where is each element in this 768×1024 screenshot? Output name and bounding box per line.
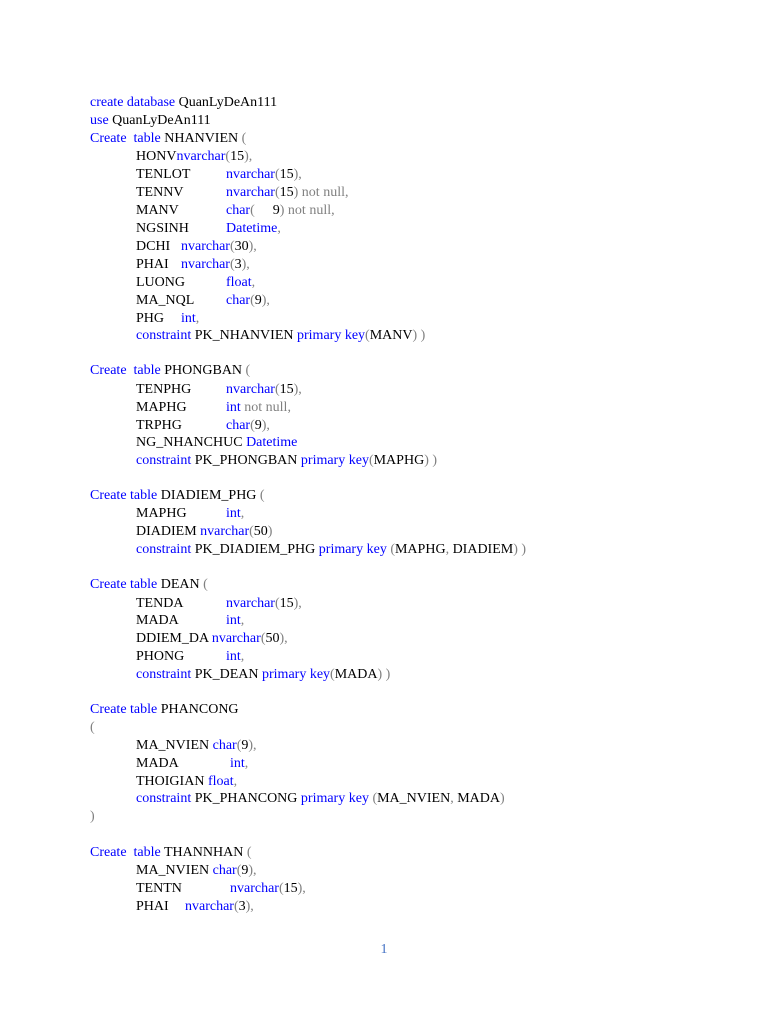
sql-keyword: primary key (318, 542, 391, 557)
sql-punctuation: , (244, 756, 249, 771)
sql-keyword: use (90, 113, 113, 128)
sql-keyword: nvarchar (226, 596, 275, 611)
sql-punctuation: ) (500, 791, 505, 806)
sql-identifier: 9 (254, 418, 262, 433)
column-type (181, 238, 257, 255)
sql-identifier: QuanLyDeAn111 (112, 113, 211, 128)
sql-punctuation: , (445, 542, 453, 557)
code-line (90, 808, 95, 825)
sql-identifier: MAPHG (136, 506, 187, 521)
sql-punctuation: ( (330, 667, 335, 682)
sql-keyword: nvarchar (200, 524, 250, 539)
column-type (226, 399, 291, 416)
sql-identifier: 9 (272, 203, 280, 218)
column-type (226, 612, 244, 629)
sql-punctuation: , (277, 221, 281, 236)
sql-punctuation: ( (236, 738, 242, 753)
code-line (136, 238, 257, 255)
code-line (90, 719, 95, 736)
code-line (136, 220, 281, 237)
sql-punctuation: ), (245, 899, 254, 914)
sql-identifier: MAPHG (394, 542, 446, 557)
sql-punctuation: ( (229, 239, 235, 254)
sql-identifier: THOIGIAN (136, 774, 208, 789)
code-line (136, 737, 257, 754)
code-line (90, 94, 277, 111)
sql-punctuation: ( (274, 382, 280, 397)
sql-identifier: PK_PHONGBAN (194, 453, 301, 468)
sql-punctuation: , (233, 774, 238, 789)
sql-punctuation: ( (259, 488, 265, 503)
sql-identifier: 15 (279, 167, 294, 182)
sql-keyword: nvarchar (226, 185, 275, 200)
code-line (136, 434, 297, 451)
sql-punctuation: ( (246, 845, 252, 860)
sql-keyword: Create table (90, 363, 165, 378)
sql-identifier: MA_NVIEN (136, 738, 213, 753)
sql-keyword: Create table (90, 488, 161, 503)
sql-punctuation: ( (250, 293, 255, 308)
sql-identifier: PK_DIADIEM_PHG (194, 542, 319, 557)
code-line (136, 148, 252, 165)
sql-identifier: 15 (279, 185, 294, 200)
sql-keyword: primary key (300, 453, 369, 468)
sql-keyword: constraint (136, 328, 195, 343)
sql-punctuation: ), (297, 881, 306, 896)
sql-punctuation: ( (372, 791, 378, 806)
sql-identifier: THANNHAN (164, 845, 247, 860)
sql-keyword: Create table (90, 702, 161, 717)
sql-punctuation: ), (248, 738, 257, 753)
code-line (136, 612, 245, 629)
sql-keyword: int (181, 311, 196, 326)
sql-identifier: DIADIEM (452, 542, 514, 557)
column-type (226, 381, 302, 398)
sql-identifier: 9 (241, 738, 249, 753)
sql-punctuation: ) (90, 809, 95, 824)
sql-identifier: QuanLyDeAn111 (178, 95, 278, 110)
code-line (136, 166, 302, 183)
sql-keyword: nvarchar (230, 881, 279, 896)
sql-punctuation: ) ) (513, 542, 527, 557)
sql-keyword: nvarchar (176, 149, 226, 164)
code-line (136, 399, 291, 416)
sql-punctuation: ( (229, 257, 235, 272)
sql-keyword: constraint (136, 791, 195, 806)
code-line (90, 844, 252, 861)
sql-keyword: float (207, 774, 234, 789)
sql-identifier: PK_DEAN (194, 667, 262, 682)
sql-keyword: primary key (297, 328, 366, 343)
sql-punctuation: , (450, 791, 458, 806)
code-line (136, 595, 302, 612)
code-line (136, 862, 257, 879)
sql-punctuation: ) ) (377, 667, 391, 682)
sql-punctuation: ), (244, 149, 253, 164)
sql-keyword: constraint (136, 667, 195, 682)
sql-identifier: 50 (253, 524, 268, 539)
sql-punctuation: , (195, 311, 200, 326)
sql-punctuation: ) ) (424, 453, 438, 468)
code-line (136, 452, 437, 469)
sql-punctuation: ) ) (412, 328, 426, 343)
sql-identifier: DIADIEM (136, 524, 201, 539)
sql-punctuation: ( (249, 524, 254, 539)
code-line (90, 112, 211, 129)
sql-punctuation: ( (368, 453, 374, 468)
code-line (90, 576, 208, 593)
code-line (90, 130, 246, 147)
sql-punctuation: ( (274, 185, 280, 200)
sql-punctuation: ( (233, 899, 239, 914)
sql-punctuation: ( (90, 720, 95, 735)
sql-identifier: DCHI (136, 239, 171, 254)
column-type (226, 184, 348, 201)
sql-identifier: 9 (254, 293, 262, 308)
sql-punctuation: , (251, 275, 256, 290)
sql-identifier: DDIEM_DA (136, 631, 212, 646)
sql-identifier: DIADIEM_PHG (160, 488, 260, 503)
column-type (226, 274, 255, 291)
sql-punctuation: ( (274, 596, 280, 611)
sql-identifier: TENDA (136, 596, 184, 611)
column-type (226, 417, 270, 434)
sql-keyword: nvarchar (185, 899, 234, 914)
sql-keyword: char (226, 418, 251, 433)
sql-identifier: TENLOT (136, 167, 191, 182)
code-line (136, 274, 256, 291)
column-type (230, 755, 248, 772)
sql-identifier: TENPHG (136, 382, 192, 397)
sql-identifier: PHG (136, 311, 165, 326)
sql-punctuation: ( (260, 631, 266, 646)
sql-punctuation: ( (278, 881, 284, 896)
sql-punctuation: ( (390, 542, 395, 557)
sql-punctuation: ), (248, 863, 257, 878)
sql-punctuation: , (240, 613, 245, 628)
page-number: 1 (380, 942, 388, 957)
code-line (136, 523, 272, 540)
code-line (136, 256, 250, 273)
sql-punctuation: not null, (240, 400, 291, 415)
sql-punctuation: , (240, 506, 245, 521)
sql-keyword: char (226, 293, 251, 308)
sql-punctuation: ( (225, 149, 231, 164)
column-type (181, 310, 199, 327)
sql-punctuation: ( (236, 863, 242, 878)
sql-identifier: MADA (136, 756, 179, 771)
column-type (226, 166, 302, 183)
sql-keyword: nvarchar (181, 257, 230, 272)
sql-keyword: Create table (90, 131, 165, 146)
sql-punctuation: ( (250, 418, 255, 433)
sql-punctuation: ), (279, 631, 288, 646)
code-line (90, 701, 239, 718)
sql-keyword: int (226, 506, 241, 521)
sql-identifier: 3 (238, 899, 246, 914)
sql-identifier: MA_NVIEN (136, 863, 213, 878)
sql-identifier: TENTN (136, 881, 182, 896)
sql-identifier: 9 (241, 863, 249, 878)
sql-punctuation: ), (293, 382, 302, 397)
sql-keyword: int (226, 649, 241, 664)
sql-identifier: NHANVIEN (164, 131, 242, 146)
sql-keyword: primary key (300, 791, 373, 806)
column-type (226, 202, 335, 219)
sql-identifier: MADA (136, 613, 179, 628)
column-type (226, 505, 244, 522)
code-line (136, 898, 254, 915)
sql-punctuation: ), (261, 293, 270, 308)
code-line (136, 666, 390, 683)
code-line (136, 184, 349, 201)
sql-identifier: MADA (457, 791, 500, 806)
sql-identifier: 30 (234, 239, 249, 254)
code-line (136, 202, 335, 219)
code-line (136, 880, 306, 897)
sql-punctuation: ) not null, (279, 203, 335, 218)
code-line (136, 417, 270, 434)
sql-identifier: DEAN (160, 577, 204, 592)
column-type (226, 220, 281, 237)
sql-identifier: MA_NQL (136, 293, 195, 308)
sql-keyword: constraint (136, 453, 195, 468)
code-line (136, 292, 270, 309)
sql-identifier: PHONGBAN (164, 363, 246, 378)
sql-punctuation: ), (261, 418, 270, 433)
sql-punctuation: ( (250, 203, 255, 218)
sql-identifier: PHAI (136, 257, 169, 272)
sql-keyword: int (226, 400, 241, 415)
sql-keyword: primary key (262, 667, 331, 682)
sql-keyword: nvarchar (226, 382, 275, 397)
code-line (136, 541, 526, 558)
sql-identifier: 15 (230, 149, 245, 164)
sql-identifier: MAPHG (136, 400, 187, 415)
sql-identifier: MA_NVIEN (377, 791, 451, 806)
column-type (226, 648, 244, 665)
sql-punctuation: ), (293, 596, 302, 611)
code-line (136, 790, 505, 807)
sql-punctuation: ( (365, 328, 370, 343)
sql-keyword: Create table (90, 577, 161, 592)
sql-punctuation: ( (241, 131, 247, 146)
sql-punctuation: ), (248, 239, 257, 254)
sql-identifier: MANV (136, 203, 179, 218)
sql-identifier: TRPHG (136, 418, 182, 433)
sql-identifier: PHANCONG (160, 702, 239, 717)
column-type (185, 898, 254, 915)
sql-punctuation: ), (241, 257, 250, 272)
sql-identifier: PK_NHANVIEN (194, 328, 297, 343)
code-line (136, 310, 200, 327)
code-line (136, 381, 302, 398)
column-type (226, 595, 302, 612)
sql-identifier: 15 (279, 596, 294, 611)
sql-keyword: char (212, 863, 237, 878)
sql-keyword: Datetime (226, 221, 278, 236)
sql-punctuation: ) (267, 524, 273, 539)
code-line (136, 327, 425, 344)
code-line (136, 773, 237, 790)
sql-identifier: TENNV (136, 185, 184, 200)
sql-punctuation: ), (293, 167, 302, 182)
sql-keyword: int (226, 613, 241, 628)
sql-identifier: HONV (136, 149, 177, 164)
sql-identifier: 3 (234, 257, 242, 272)
sql-identifier: PHONG (136, 649, 185, 664)
sql-punctuation: ) not null, (293, 185, 349, 200)
sql-keyword: constraint (136, 542, 195, 557)
code-line (90, 362, 250, 379)
code-line (136, 505, 245, 522)
sql-identifier: 15 (283, 881, 298, 896)
sql-keyword: nvarchar (211, 631, 261, 646)
code-line (136, 630, 288, 647)
sql-keyword: nvarchar (226, 167, 275, 182)
column-type (226, 292, 270, 309)
code-line (136, 648, 245, 665)
sql-keyword: char (226, 203, 251, 218)
sql-keyword: Datetime (246, 435, 298, 450)
sql-keyword: Create table (90, 845, 164, 860)
sql-keyword: nvarchar (181, 239, 230, 254)
sql-punctuation: ( (245, 363, 251, 378)
sql-punctuation: , (240, 649, 245, 664)
sql-identifier: MAPHG (373, 453, 425, 468)
sql-identifier: MANV (369, 328, 413, 343)
sql-identifier: NGSINH (136, 221, 189, 236)
sql-punctuation: ( (274, 167, 280, 182)
code-line (136, 755, 249, 772)
sql-identifier: PK_PHANCONG (194, 791, 301, 806)
sql-identifier: NG_NHANCHUC (136, 435, 247, 450)
sql-identifier: PHAI (136, 899, 173, 914)
sql-identifier: 15 (279, 382, 294, 397)
column-type (181, 256, 250, 273)
sql-identifier: MADA (334, 667, 378, 682)
column-type (230, 880, 306, 897)
sql-identifier: LUONG (136, 275, 185, 290)
sql-keyword: char (212, 738, 237, 753)
sql-keyword: int (230, 756, 245, 771)
sql-keyword: create database (90, 95, 179, 110)
sql-keyword: float (226, 275, 252, 290)
sql-identifier: 50 (265, 631, 280, 646)
sql-punctuation: ( (203, 577, 208, 592)
code-line (90, 487, 265, 504)
